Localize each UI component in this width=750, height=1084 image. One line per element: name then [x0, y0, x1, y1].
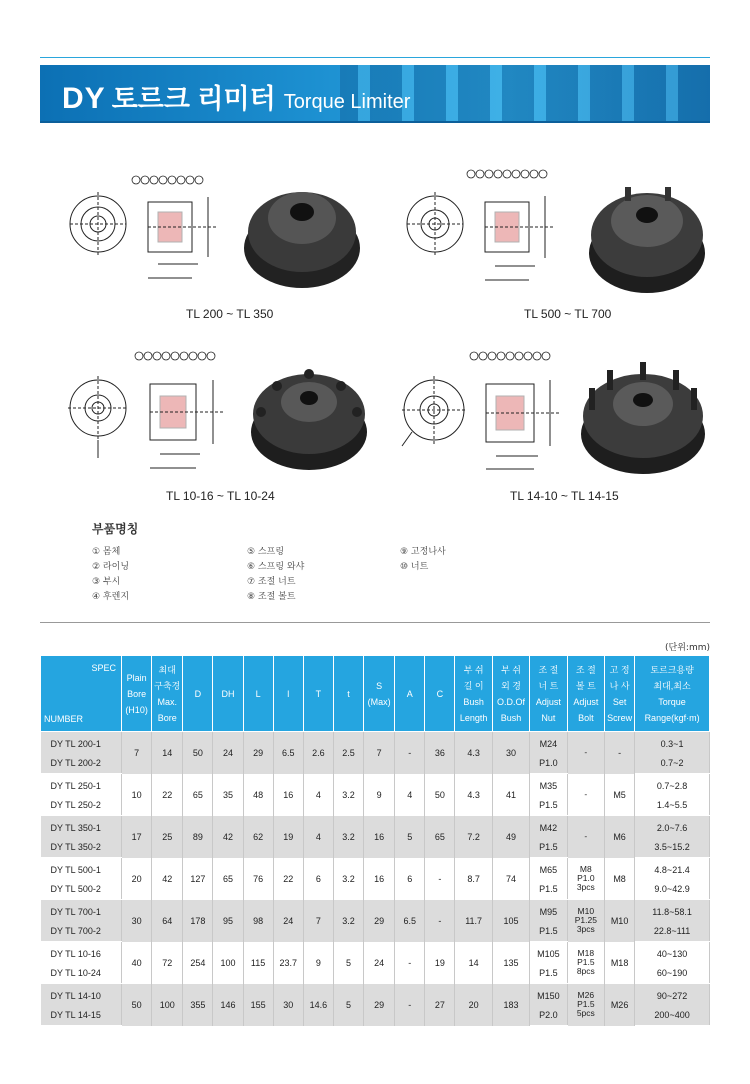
cell-set-screw: M10 — [605, 900, 635, 942]
cell-dh: 65 — [213, 858, 243, 900]
model-number: DY TL 350-1 — [41, 816, 122, 837]
photo-tl200 — [240, 168, 365, 296]
cell-dh: 146 — [213, 984, 243, 1026]
table-row — [41, 774, 710, 795]
cell-plain: 7 — [122, 732, 152, 774]
part-item: ⑤ 스프링 — [247, 547, 285, 557]
cell-set-screw: M5 — [605, 774, 635, 816]
cell-c: 27 — [425, 984, 455, 1026]
model-number: DY TL 500-2 — [41, 879, 122, 900]
top-rule — [40, 57, 710, 58]
section-divider — [40, 622, 710, 623]
cell-bush_od: 183 — [492, 984, 529, 1026]
cell-t: 14.6 — [303, 984, 333, 1026]
cell-d: 355 — [183, 984, 213, 1026]
parts-title: 부품명칭 — [92, 522, 139, 536]
cell-s: 7 — [364, 732, 395, 774]
table-row — [41, 732, 710, 753]
cell-plain: 20 — [122, 858, 152, 900]
cell-adjust-nut-pitch: P1.5 — [530, 795, 567, 816]
cell-l: 48 — [243, 774, 273, 816]
cell-t: 3.2 — [333, 816, 363, 858]
cell-dh: 95 — [213, 900, 243, 942]
cell-adjust-bolt — [567, 900, 604, 942]
model-number: DY TL 500-1 — [41, 858, 122, 879]
cell-set-screw: M18 — [605, 942, 635, 984]
caption-tl10: TL 10-16 ~ TL 10-24 — [166, 489, 275, 503]
cell-torque: 9.0~42.9 — [635, 879, 710, 900]
caption-tl200: TL 200 ~ TL 350 — [186, 307, 274, 321]
cell-adjust-nut: M35 — [530, 774, 567, 795]
part-item: ④ 후렌지 — [92, 592, 130, 602]
cell-max: 42 — [152, 858, 183, 900]
cell-t: 6 — [303, 858, 333, 900]
cell-torque: 40~130 — [635, 942, 710, 963]
header-bush-od: 부 쉬 외 경 O.D.Of Bush — [492, 656, 529, 732]
bolt-line: M18 — [577, 948, 595, 958]
header-number: NUMBER — [44, 714, 84, 724]
cell-adjust-nut: M24 — [530, 732, 567, 753]
cell-l2: 23.7 — [273, 942, 303, 984]
cell-l: 98 — [243, 900, 273, 942]
model-number: DY TL 14-15 — [41, 1005, 122, 1026]
title-banner — [40, 65, 710, 121]
cell-s: 24 — [364, 942, 395, 984]
header-plain-bore: Plain Bore (H10) — [122, 656, 152, 732]
title-korean: 토르크 리미터 — [111, 84, 276, 114]
drawing-tl10 — [65, 350, 230, 475]
cell-adjust-nut: M105 — [530, 942, 567, 963]
cell-adjust-bolt — [567, 984, 604, 1026]
cell-torque: 0.7~2 — [635, 753, 710, 774]
cell-plain: 10 — [122, 774, 152, 816]
bolt-line: 8pcs — [576, 966, 595, 976]
cell-adjust-nut: M42 — [530, 816, 567, 837]
bolt-line: 3pcs — [576, 882, 595, 892]
cell-adjust-nut: M65 — [530, 858, 567, 879]
header-set-screw: 고 정 나 사 Set Screw — [605, 656, 635, 732]
cell-adjust-nut-pitch: P1.5 — [530, 837, 567, 858]
banner-underline — [40, 121, 710, 123]
cell-adjust-bolt — [567, 816, 604, 858]
caption-tl500: TL 500 ~ TL 700 — [524, 307, 612, 321]
cell-t: 3.2 — [333, 900, 363, 942]
table-row — [41, 984, 710, 1005]
cell-adjust-nut-pitch: P1.0 — [530, 753, 567, 774]
cell-l2: 22 — [273, 858, 303, 900]
cell-torque: 0.3~1 — [635, 732, 710, 753]
model-number: DY TL 700-2 — [41, 921, 122, 942]
header-t-big: T — [303, 656, 333, 732]
header-bush-length: 부 쉬 길 이 Bush Length — [455, 656, 492, 732]
cell-plain: 30 — [122, 900, 152, 942]
bolt-line: M8 — [579, 864, 592, 874]
model-number: DY TL 10-24 — [41, 963, 122, 984]
bolt-line: P1.5 — [577, 999, 595, 1009]
cell-c: 19 — [425, 942, 455, 984]
cell-a: - — [395, 984, 425, 1026]
cell-torque: 0.7~2.8 — [635, 774, 710, 795]
cell-bush_len: 4.3 — [455, 774, 492, 816]
part-item: ⑧ 조절 볼트 — [247, 592, 296, 602]
cell-plain: 40 — [122, 942, 152, 984]
cell-adjust-nut: M150 — [530, 984, 567, 1005]
caption-tl14: TL 14-10 ~ TL 14-15 — [510, 489, 619, 503]
header-dh: DH — [213, 656, 243, 732]
cell-dh: 24 — [213, 732, 243, 774]
bolt-line: - — [584, 747, 588, 758]
cell-c: - — [425, 858, 455, 900]
part-item: ⑨ 고정나사 — [400, 547, 446, 557]
cell-torque: 4.8~21.4 — [635, 858, 710, 879]
brand-label: DY — [62, 82, 106, 115]
drawing-tl500 — [405, 168, 565, 288]
cell-bush_od: 135 — [492, 942, 529, 984]
model-number: DY TL 14-10 — [41, 984, 122, 1005]
cell-torque: 11.8~58.1 — [635, 900, 710, 921]
cell-t: 2.6 — [303, 732, 333, 774]
cell-dh: 35 — [213, 774, 243, 816]
model-number: DY TL 200-2 — [41, 753, 122, 774]
header-s: S (Max) — [364, 656, 395, 732]
part-item: ⑩ 너트 — [400, 562, 429, 572]
cell-bush_len: 14 — [455, 942, 492, 984]
cell-c: 65 — [425, 816, 455, 858]
cell-t: 5 — [333, 942, 363, 984]
cell-adjust-bolt — [567, 774, 604, 816]
cell-bush_len: 7.2 — [455, 816, 492, 858]
model-number: DY TL 250-1 — [41, 774, 122, 795]
cell-bush_od: 74 — [492, 858, 529, 900]
cell-set-screw: M8 — [605, 858, 635, 900]
cell-adjust-nut-pitch: P2.0 — [530, 1005, 567, 1026]
cell-set-screw: M6 — [605, 816, 635, 858]
cell-adjust-bolt — [567, 732, 604, 774]
cell-adjust-nut: M95 — [530, 900, 567, 921]
header-d: D — [183, 656, 213, 732]
cell-set-screw: M26 — [605, 984, 635, 1026]
table-row — [41, 900, 710, 921]
part-item: ② 라이닝 — [92, 562, 130, 572]
part-item: ⑥ 스프링 와샤 — [247, 562, 305, 572]
photo-tl10 — [247, 352, 372, 477]
cell-max: 72 — [152, 942, 183, 984]
header-torque: 토르크용량 최대,최소 Torque Range(kgf·m) — [635, 656, 710, 732]
bolt-line: P1.25 — [574, 915, 597, 925]
header-l-small: l — [273, 656, 303, 732]
header-spec: SPEC — [91, 663, 117, 673]
photo-tl14 — [577, 352, 710, 480]
cell-dh: 42 — [213, 816, 243, 858]
drawing-tl200 — [68, 172, 228, 292]
cell-torque: 2.0~7.6 — [635, 816, 710, 837]
cell-c: 36 — [425, 732, 455, 774]
cell-max: 100 — [152, 984, 183, 1026]
cell-bush_len: 11.7 — [455, 900, 492, 942]
cell-torque: 1.4~5.5 — [635, 795, 710, 816]
cell-t: 4 — [303, 816, 333, 858]
header-adjust-bolt: 조 절 볼 트 Adjust Bolt — [567, 656, 604, 732]
cell-a: 6 — [395, 858, 425, 900]
cell-bush_len: 4.3 — [455, 732, 492, 774]
drawing-tl14 — [398, 350, 568, 475]
cell-a: - — [395, 942, 425, 984]
cell-bush_len: 20 — [455, 984, 492, 1026]
cell-d: 65 — [183, 774, 213, 816]
part-item: ① 몸체 — [92, 547, 121, 557]
cell-max: 22 — [152, 774, 183, 816]
page-title — [62, 77, 410, 116]
cell-l: 62 — [243, 816, 273, 858]
header-l: L — [243, 656, 273, 732]
cell-l2: 30 — [273, 984, 303, 1026]
cell-t: 9 — [303, 942, 333, 984]
model-number: DY TL 200-1 — [41, 732, 122, 753]
photo-tl500 — [585, 165, 710, 300]
cell-d: 254 — [183, 942, 213, 984]
cell-bush_od: 105 — [492, 900, 529, 942]
cell-plain: 50 — [122, 984, 152, 1026]
cell-a: 4 — [395, 774, 425, 816]
cell-torque: 22.8~111 — [635, 921, 710, 942]
parts-col-2 — [247, 544, 304, 604]
cell-torque: 90~272 — [635, 984, 710, 1005]
cell-d: 89 — [183, 816, 213, 858]
cell-d: 50 — [183, 732, 213, 774]
bolt-line: 5pcs — [576, 1008, 595, 1018]
cell-a: 5 — [395, 816, 425, 858]
cell-s: 29 — [364, 984, 395, 1026]
cell-s: 29 — [364, 900, 395, 942]
cell-l2: 24 — [273, 900, 303, 942]
cell-torque: 3.5~15.2 — [635, 837, 710, 858]
cell-plain: 17 — [122, 816, 152, 858]
cell-bush_len: 8.7 — [455, 858, 492, 900]
cell-t: 4 — [303, 774, 333, 816]
cell-s: 16 — [364, 858, 395, 900]
cell-dh: 100 — [213, 942, 243, 984]
bolt-line: - — [584, 789, 588, 799]
cell-s: 9 — [364, 774, 395, 816]
part-item: ⑦ 조절 너트 — [247, 577, 296, 587]
bolt-line: - — [584, 831, 588, 841]
spec-table — [40, 655, 710, 1026]
cell-adjust-bolt — [567, 858, 604, 900]
table-row — [41, 816, 710, 837]
header-a: A — [395, 656, 425, 732]
bolt-line: M26 — [577, 990, 595, 1000]
header-spec-number — [41, 656, 122, 732]
cell-set-screw: - — [605, 732, 635, 774]
parts-col-3 — [400, 544, 446, 574]
header-t-small: t — [333, 656, 363, 732]
cell-a: 6.5 — [395, 900, 425, 942]
cell-c: - — [425, 900, 455, 942]
cell-l2: 19 — [273, 816, 303, 858]
cell-l: 155 — [243, 984, 273, 1026]
title-english: Torque Limiter — [283, 91, 411, 113]
cell-max: 64 — [152, 900, 183, 942]
bolt-line: 3pcs — [576, 924, 595, 934]
model-number: DY TL 10-16 — [41, 942, 122, 963]
cell-l2: 16 — [273, 774, 303, 816]
spec-table-body — [41, 732, 710, 1026]
cell-max: 14 — [152, 732, 183, 774]
cell-t: 3.2 — [333, 858, 363, 900]
bolt-line: M10 — [577, 906, 595, 916]
cell-bush_od: 30 — [492, 732, 529, 774]
cell-adjust-nut-pitch: P1.5 — [530, 921, 567, 942]
model-number: DY TL 250-2 — [41, 795, 122, 816]
cell-t: 5 — [333, 984, 363, 1026]
cell-bush_od: 49 — [492, 816, 529, 858]
cell-max: 25 — [152, 816, 183, 858]
header-c: C — [425, 656, 455, 732]
cell-t: 2.5 — [333, 732, 363, 774]
model-number: DY TL 700-1 — [41, 900, 122, 921]
bolt-line: P1.5 — [577, 957, 595, 967]
cell-t: 3.2 — [333, 774, 363, 816]
cell-adjust-nut-pitch: P1.5 — [530, 879, 567, 900]
cell-torque: 200~400 — [635, 1005, 710, 1026]
table-row — [41, 858, 710, 879]
cell-a: - — [395, 732, 425, 774]
header-max-bore: 최대 구축경 Max. Bore — [152, 656, 183, 732]
table-row — [41, 942, 710, 963]
cell-d: 178 — [183, 900, 213, 942]
cell-c: 50 — [425, 774, 455, 816]
cell-l2: 6.5 — [273, 732, 303, 774]
cell-s: 16 — [364, 816, 395, 858]
cell-adjust-nut-pitch: P1.5 — [530, 963, 567, 984]
part-item: ③ 부시 — [92, 577, 121, 587]
cell-l: 115 — [243, 942, 273, 984]
parts-col-1 — [92, 544, 129, 604]
cell-l: 76 — [243, 858, 273, 900]
model-number: DY TL 350-2 — [41, 837, 122, 858]
bolt-line: P1.0 — [577, 873, 595, 883]
cell-l: 29 — [243, 732, 273, 774]
cell-t: 7 — [303, 900, 333, 942]
cell-d: 127 — [183, 858, 213, 900]
cell-adjust-bolt — [567, 942, 604, 984]
cell-bush_od: 41 — [492, 774, 529, 816]
cell-torque: 60~190 — [635, 963, 710, 984]
header-adjust-nut: 조 절 너 트 Adjust Nut — [530, 656, 567, 732]
unit-label: (단위:mm) — [665, 643, 710, 653]
